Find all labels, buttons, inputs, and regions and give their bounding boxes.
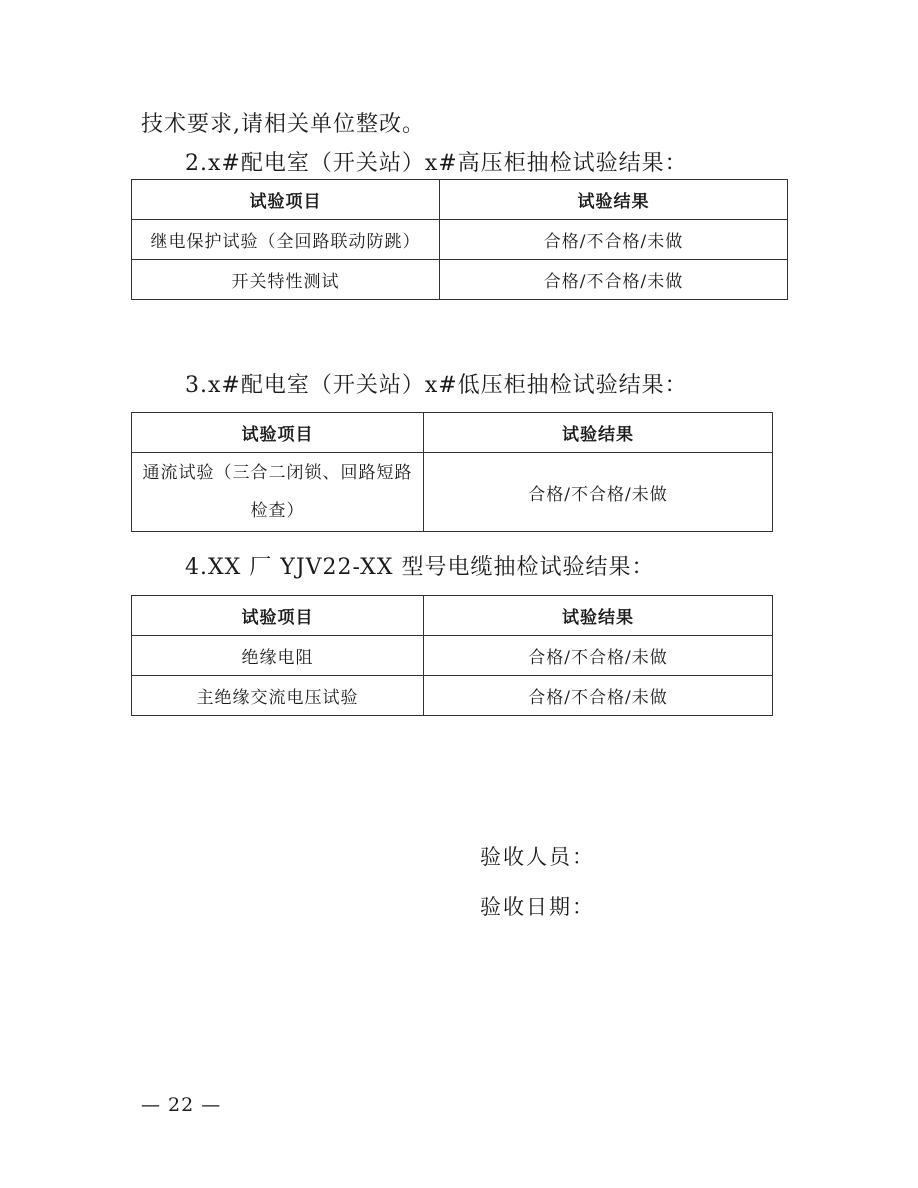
section-heading-high-voltage: 2.x#配电室（开关站）x#高压柜抽检试验结果： <box>185 151 688 176</box>
column-header-result: 试验结果 <box>440 180 788 220</box>
test-item-cell: 开关特性测试 <box>132 260 440 300</box>
high-voltage-test-table <box>131 179 788 300</box>
test-item-cell: 绝缘电阻 <box>132 636 424 676</box>
page-number: — 22 — <box>141 1094 222 1116</box>
column-header-result: 试验结果 <box>424 413 773 453</box>
table-row <box>132 220 788 260</box>
table-row <box>132 453 773 532</box>
test-result-cell: 合格/不合格/未做 <box>440 260 788 300</box>
low-voltage-test-table <box>131 412 773 532</box>
test-result-cell: 合格/不合格/未做 <box>424 676 773 716</box>
test-result-cell: 合格/不合格/未做 <box>424 636 773 676</box>
section-heading-low-voltage: 3.x#配电室（开关站）x#低压柜抽检试验结果： <box>185 373 688 398</box>
test-result-cell: 合格/不合格/未做 <box>440 220 788 260</box>
table-header-row <box>132 180 788 220</box>
cable-test-table <box>131 595 773 716</box>
table-header-row <box>132 596 773 636</box>
column-header-result: 试验结果 <box>424 596 773 636</box>
test-result-cell: 合格/不合格/未做 <box>424 453 773 532</box>
test-item-cell: 通流试验（三合二闭锁、回路短路检查） <box>132 453 424 532</box>
table-header-row <box>132 413 773 453</box>
section-heading-cable: 4.XX 厂 YJV22-XX 型号电缆抽检试验结果： <box>185 555 655 580</box>
column-header-item: 试验项目 <box>132 413 424 453</box>
inspector-label: 验收人员： <box>480 845 595 869</box>
table-row <box>132 636 773 676</box>
inspection-date-label: 验收日期： <box>480 895 595 919</box>
intro-text: 技术要求,请相关单位整改。 <box>141 112 425 137</box>
table-row <box>132 260 788 300</box>
table-row <box>132 676 773 716</box>
test-item-cell: 继电保护试验（全回路联动防跳） <box>132 220 440 260</box>
column-header-item: 试验项目 <box>132 596 424 636</box>
test-item-cell: 主绝缘交流电压试验 <box>132 676 424 716</box>
column-header-item: 试验项目 <box>132 180 440 220</box>
